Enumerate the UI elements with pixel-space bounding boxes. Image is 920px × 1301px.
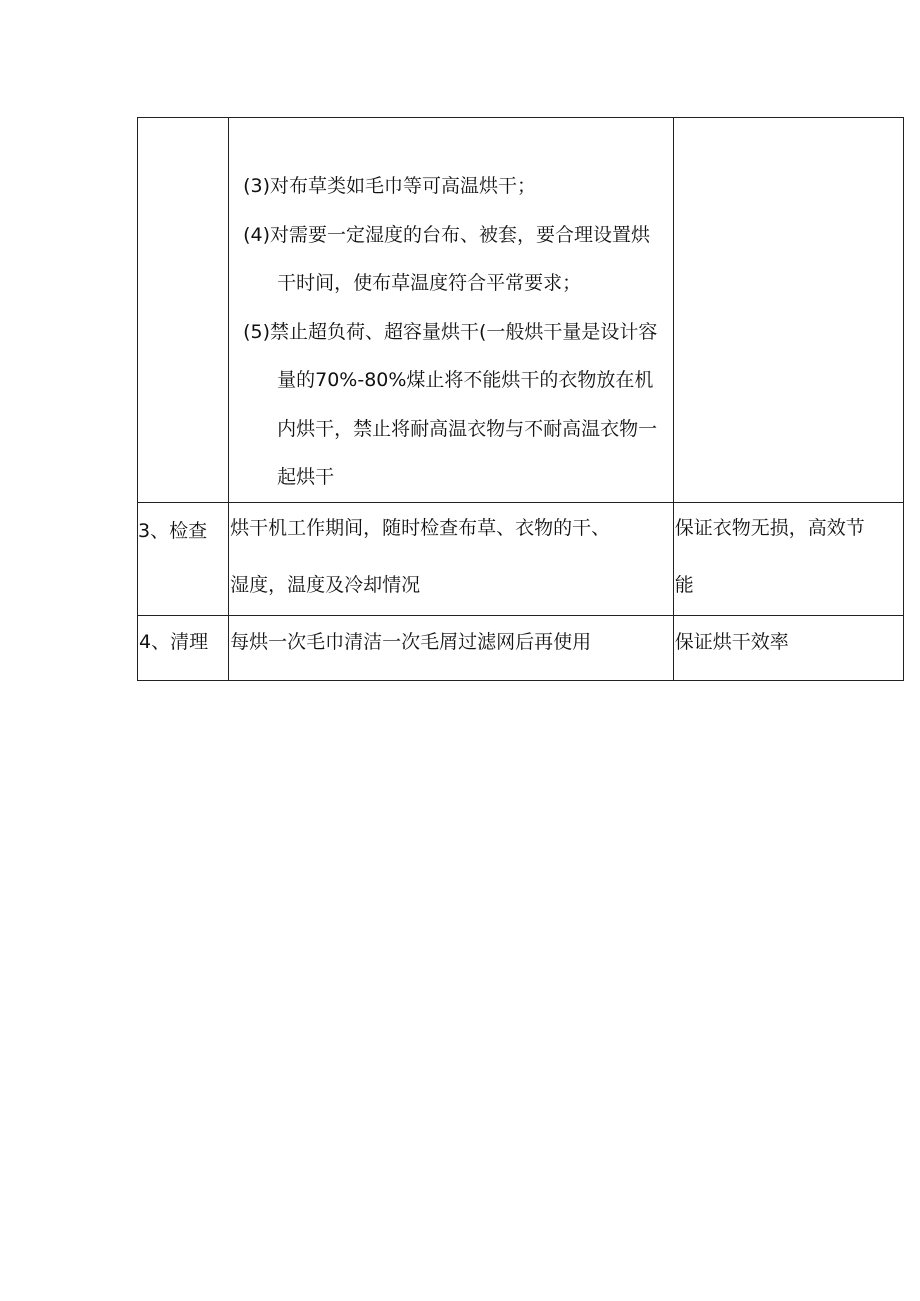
cell-step-label-empty [138,118,229,503]
row-label: 3、检查 [138,502,229,615]
goal-line: 能 [674,573,694,596]
procedure-line: 湿度，温度及冷却情况 [230,573,421,596]
step-line: 量的70%-80%煤止将不能烘干的衣物放在机 [277,369,654,391]
procedure-table [137,117,904,681]
step-line: 内烘干，禁止将耐高温衣物与不耐高温衣物一 [277,417,658,440]
step-item-4 [243,211,671,308]
row-goal [673,615,903,680]
step-line: (3)对布草类如毛巾等可高温烘干； [243,175,537,197]
row-goal [673,502,903,615]
row-label: 4、清理 [138,615,229,680]
cell-step-goal-empty [673,118,903,503]
step-item-5 [243,308,671,502]
procedure-line: 烘干机工作期间，随时检查布草、衣物的干、 [230,516,611,539]
step-line: 干时间，使布草温度符合平常要求； [277,272,582,294]
step-line: (5)禁止超负荷、超容量烘干(一般烘干量是设计容 [243,320,658,343]
row-procedure [229,502,674,615]
step-list [229,118,673,502]
procedure-line: 每烘一次毛巾清洁一次毛屑过滤网后再使用 [230,630,592,653]
table-row [138,502,904,615]
table-row-continuation [138,118,904,503]
goal-line: 保证烘干效率 [674,630,789,653]
goal-line: 保证衣物无损，高效节 [674,516,865,539]
step-item-3 [243,162,671,211]
cell-step-details [229,118,674,503]
table-row [138,615,904,680]
step-line: (4)对需要一定湿度的台布、被套，要合理设置烘 [243,223,651,246]
row-procedure [229,615,674,680]
step-line: 起烘干 [277,466,335,488]
